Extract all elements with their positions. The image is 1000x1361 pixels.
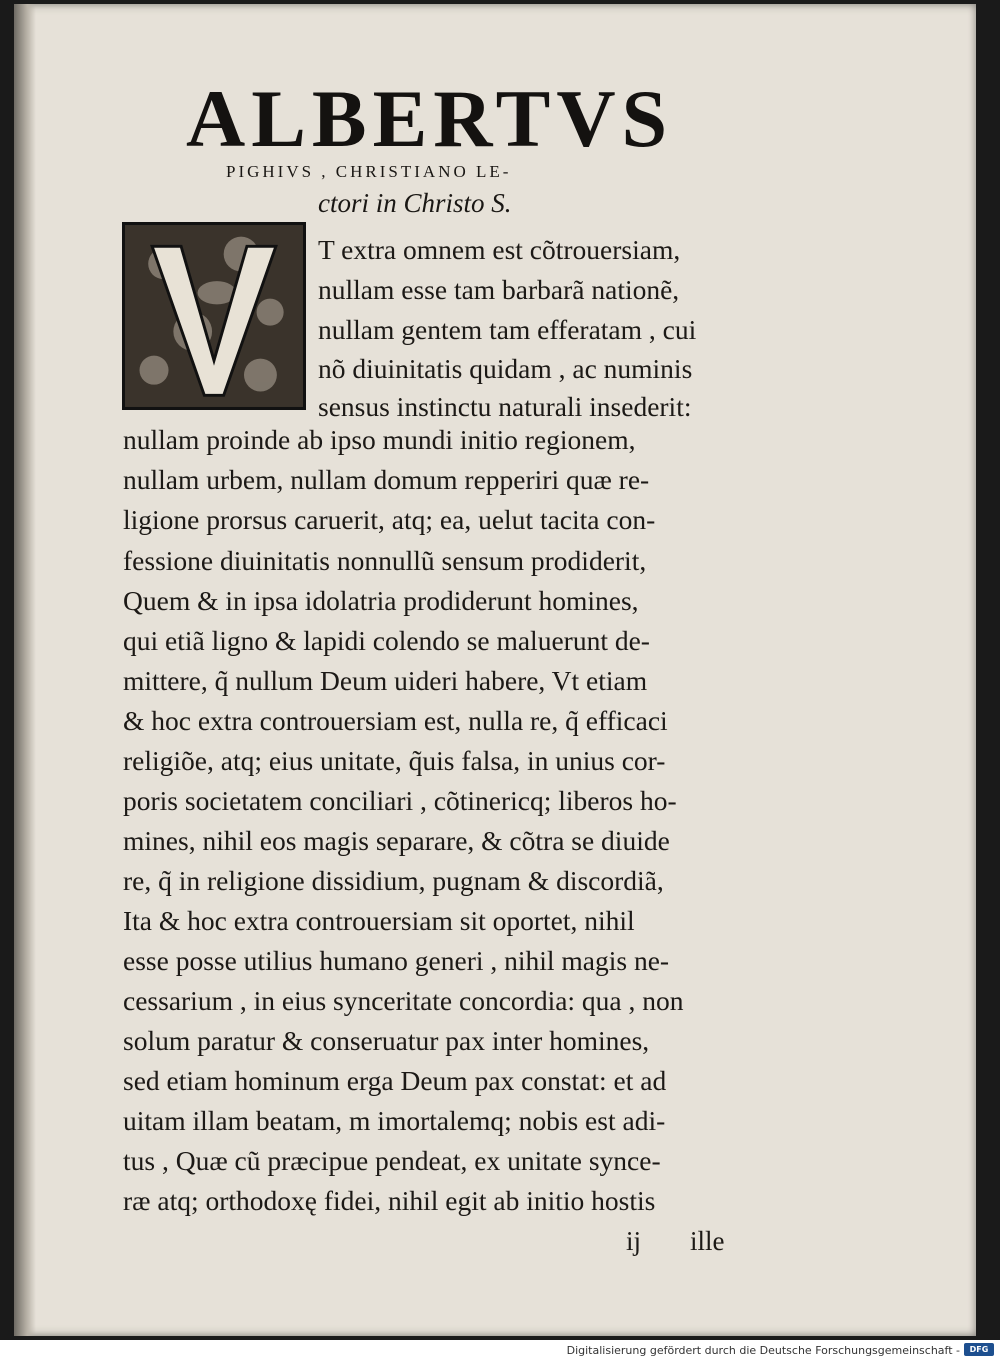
- text-line: nullam proinde ab ipso mundi initio regionem,: [123, 424, 636, 455]
- text-line: mines, nihil eos magis separare, & cõtra se diuide: [123, 825, 670, 856]
- text-line: nullam urbem, nullam domum repperiri quæ re-: [123, 464, 650, 495]
- funding-credit: Digitalisierung gefördert durch die Deutsche Forschungsgemeinschaft -: [566, 1344, 960, 1357]
- signature-mark: ij: [626, 1226, 642, 1256]
- text-line: sensus instinctu naturali insederit:: [318, 391, 692, 422]
- text-line: re, q̃ in religione dissidium, pugnam & discordiã,: [123, 865, 664, 896]
- text-line: T extra omnem est cõtrouersiam,: [318, 234, 681, 265]
- text-line: tus , Quæ cũ præcipue pendeat, ex unitate synce-: [123, 1145, 661, 1176]
- catchword: ille: [690, 1226, 725, 1256]
- text-line: uitam illam beatam, m imortalemq; nobis est adi-: [123, 1105, 666, 1136]
- text-line: esse posse utilius humano generi , nihil magis ne-: [123, 945, 670, 976]
- decorated-initial-v-image: [122, 222, 306, 410]
- text-line: ræ atq; orthodoxę fidei, nihil egit ab initio hostis: [123, 1185, 656, 1216]
- subtitle-line-2: ctori in Christo S.: [318, 188, 512, 218]
- text-line: religiõe, atq; eius unitate, q̃uis falsa, in unius cor-: [123, 745, 666, 776]
- text-line: fessione diuinitatis nonnullũ sensum prodiderit,: [123, 545, 647, 576]
- text-line: poris societatem conciliari , cõtinericq; liberos ho-: [123, 785, 677, 816]
- dfg-logo-icon: DFG: [964, 1343, 994, 1356]
- text-line: qui etiã ligno & lapidi colendo se maluerunt de-: [123, 625, 650, 656]
- text-line: mittere, q̃ nullum Deum uideri habere, Vt etiam: [123, 665, 648, 696]
- text-line: & hoc extra controuersiam est, nulla re, q̃ efficaci: [123, 705, 668, 736]
- text-line: ligione prorsus caruerit, atq; ea, uelut tacita con-: [123, 504, 656, 535]
- text-line: solum paratur & conseruatur pax inter homines,: [123, 1025, 650, 1056]
- page-title: ALBERTVS: [186, 73, 674, 164]
- text-line: sed etiam hominum erga Deum pax constat: et ad: [123, 1065, 667, 1096]
- subtitle-line-1: PIGHIVS , CHRISTIANO LE-: [226, 162, 512, 181]
- text-line: cessarium , in eius synceritate concordia: qua , non: [123, 985, 684, 1016]
- text-line: Quem & in ipsa idolatria prodiderunt homines,: [123, 585, 639, 616]
- text-line: nõ diuinitatis quidam , ac numinis: [318, 353, 693, 384]
- text-line: nullam gentem tam efferatam , cui: [318, 314, 697, 345]
- page-binding-shadow: [14, 4, 36, 1336]
- text-line: nullam esse tam barbarã nationẽ,: [318, 274, 680, 305]
- text-line: Ita & hoc extra controuersiam sit oportet, nihil: [123, 905, 635, 936]
